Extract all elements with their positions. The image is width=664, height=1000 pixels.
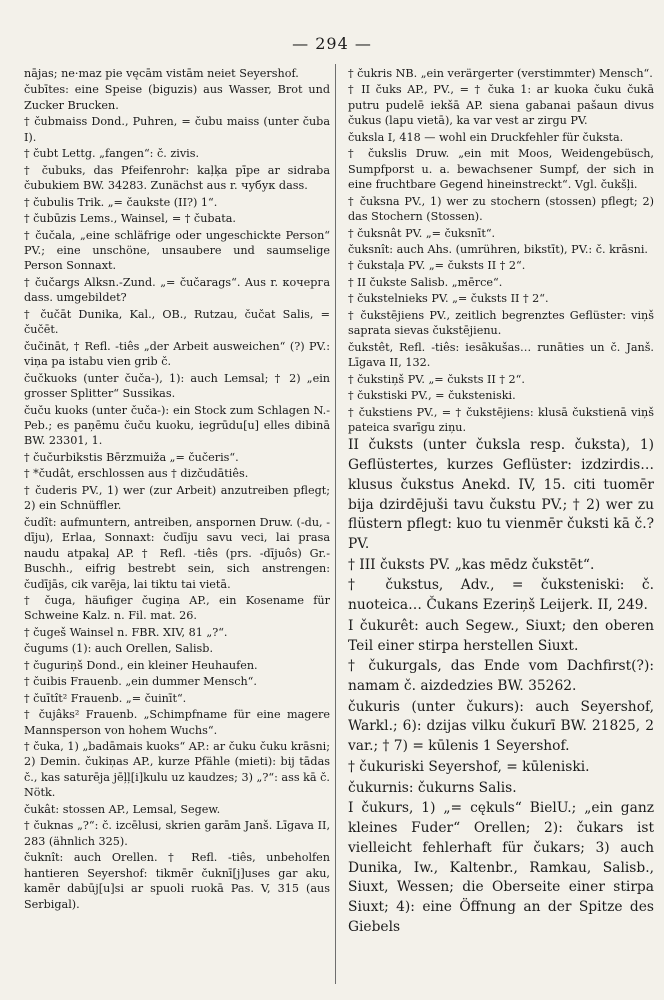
dictionary-entry: † *čudât, erschlossen aus † dizčudātiês. xyxy=(24,467,249,481)
column-divider xyxy=(335,64,336,984)
dictionary-entry: čudît: aufmuntern, antreiben, anspornen Druw. (-du, -dīju), Erlaa, Sonnaxt: čudīju savu veci, lai prasa naudu atpakaļ AP. † Refl. -tiês (prs. -dījuôs) Gr.-Buschh., eifrig bestrebt sein, sich anstrengen: čudījās, cik varēja, lai tiktu tai vietā. xyxy=(24,515,330,591)
dictionary-entry: † II čukste Salisb. „mērce“. xyxy=(348,275,503,289)
dictionary-entry: čuknît: auch Orellen. † Refl. -tiês, unbeholfen hantieren Seyershof: tikmēr čuknī[j]uses gar aku, kamēr dabūj[u]si ar spuoli ruokā Pas. V, 315 (aus Serbigal). xyxy=(24,851,330,911)
dictionary-entry: † čubuks, das Pfeifenrohr: kaļķa pīpe ar sidraba čubukiem BW. 34283. Zunächst aus r. чубук dass. xyxy=(24,163,330,193)
dictionary-entry: † čujâks² Frauenb. „Schimpfname für eine magere Mannsperson von hohem Wuchs“. xyxy=(24,708,330,737)
dictionary-entry: nājas; ne·maz pie vęcām vistām neiet Seyershof. xyxy=(24,67,299,80)
dictionary-entry: I čukurêt: auch Segew., Siuxt; den oberen Teil einer stirpa herstellen Siuxt. xyxy=(348,617,654,654)
dictionary-entry: čuksla I, 418 — wohl ein Druckfehler für čuksta. xyxy=(348,130,624,144)
dictionary-entry: čučkuoks (unter čuča-), 1): auch Lemsal; † 2) „ein grosser Splitter“ Sussikas. xyxy=(24,371,330,401)
dictionary-entry: čuksnît: auch Ahs. (umrühren, bikstīt), PV.: č. krāsni. xyxy=(348,242,648,256)
dictionary-entry: † čuibis Frauenb. „ein dummer Mensch“. xyxy=(24,675,257,689)
right-column-large-entries xyxy=(348,436,654,937)
dictionary-entry: čukuris (unter čukurs): auch Seyershof, Warkl.; 6): dzijas vilku čukurī BW. 21825, 2 var.; † 7) = kūlenis 1 Seyershof. xyxy=(348,698,654,755)
dictionary-entry: čučināt, † Refl. -tiês „der Arbeit ausweichen“ (?) PV.: viņa pa istabu vien grib č. xyxy=(24,339,330,369)
dictionary-entry: † čuguriņš Dond., ein kleiner Heuhaufen. xyxy=(24,658,258,672)
dictionary-entry: I čukurs, 1) „= cękuls“ BielU.; „ein ganz kleines Fuder“ Orellen; 2): čukars ist vielleicht fehlerhaft für čukars; 3) auch Dunika, Iw., Kaltenbr., Ramkau, Salisb., Siuxt, Wessen; die Oberseite einer stirpa Siuxt; 4): eine Öffnung an der Spitze des Giebels xyxy=(348,800,654,935)
dictionary-entry: † čubmaiss Dond., Puhren, = čubu maiss (unter čuba I). xyxy=(24,115,330,144)
dictionary-entry: † čukstaļa PV. „= čuksts II † 2“. xyxy=(348,259,526,273)
right-column xyxy=(348,66,654,938)
right-column-small-entries xyxy=(348,66,654,435)
dictionary-entry: II čuksts (unter čuksla resp. čuksta), 1) Geflüstertes, kurzes Geflüster: izdzirdis… klusus čukstus Anekd. IV, 15. citi tuomēr bija dzirdējuši tavu čukstu PV.; † 2) wer zu flüstern pflegt: kuo tu vienmēr čuksti kā č.? PV. xyxy=(348,437,654,553)
dictionary-entry: † čuksnât PV. „= čuksnīt“. xyxy=(348,226,496,240)
dictionary-entry: † čučala, „eine schläfrige oder ungeschickte Person“ PV.; eine unschöne, unsaubere und saumselige Person Sonnaxt. xyxy=(24,228,330,273)
dictionary-entry: † čukurgals, das Ende vom Dachfirst(?): namam č. aizdedzies BW. 35262. xyxy=(348,658,654,695)
left-column xyxy=(24,66,330,913)
dictionary-entry: † čučargs Alksn.-Zund. „= čučarags“. Aus r. кочерга dass. umgebildet? xyxy=(24,275,330,305)
dictionary-entry: † čukslis Druw. „ein mit Moos, Weidengebüsch, Sumpfporst u. a. bewachsener Sumpf, der sich in eine fruchtbare Gegend hineinstreckt“. Vgl. čukšļi. xyxy=(348,147,654,192)
dictionary-entry: † čukstiņš PV. „= čuksts II † 2“. xyxy=(348,372,525,386)
dictionary-entry: čukât: stossen AP., Lemsal, Segew. xyxy=(24,802,221,816)
dictionary-entry: † čuka, 1) „badāmais kuoks“ AP.: ar čuku čuku krāsni; 2) Demin. čukiņas AP., kurze Pfähle (mieti): bij tādas č., kas saturēja jēļļ[i]kulu uz kaudzes; 3) „?“: ass kā č. Nötk. xyxy=(24,740,330,800)
dictionary-entry: † čučāt Dunika, Kal., OB., Rutzau, čučat Salis, = čučēt. xyxy=(24,307,330,337)
dictionary-entry: † II čuks AP., PV., = † čuka 1: ar kuoka čuku čukā putru pudelē iekšā AP. siena gabanai pašaun divus čukus (lapu vietā), ka var vest ar zirgu PV. xyxy=(348,83,654,128)
dictionary-entry: † čukstelnieks PV. „= čuksts II † 2“. xyxy=(348,292,549,306)
dictionary-entry: čukurnis: čukurns Salis. xyxy=(348,779,517,796)
dictionary-entry: † čukstiens PV., = † čukstējiens: klusā čukstienā viņš pateica svarīgu ziņu. xyxy=(348,405,654,434)
dictionary-entry: † III čuksts PV. „kas mēdz čukstēt“. xyxy=(348,556,595,573)
dictionary-entry: † čukstus, Adv., = čuksteniski: č. nuoteica… Čukans Ezeriņš Leijerk. II, 249. xyxy=(348,577,654,614)
dictionary-entry: † čubūzis Lems., Wainsel, = † čubata. xyxy=(24,212,236,226)
dictionary-entry: čukstêt, Refl. -tiês: iesākušas… runāties un č. Janš. Līgava II, 132. xyxy=(348,340,654,370)
dictionary-entry: † čugeš Wainsel n. FBR. XIV, 81 „?“. xyxy=(24,625,228,639)
dictionary-entry: † čuksna PV., 1) wer zu stochern (stossen) pflegt; 2) das Stochern (Stossen). xyxy=(348,194,654,224)
dictionary-entry: † čuknas „?“: č. izcēlusi, skrien garām Janš. Līgava II, 283 (ähnlich 325). xyxy=(24,819,330,848)
dictionary-entry: čuču kuoks (unter čuča-): ein Stock zum Schlagen N.-Peb.; es paņēmu čuču kuoku, iegrūdu[u] elles dibinā BW. 23301, 1. xyxy=(24,403,330,448)
dictionary-entry: † čuītît² Frauenb. „= čuinīt“. xyxy=(24,691,187,705)
dictionary-entry: † čukris NB. „ein verärgerter (verstimmter) Mensch“. xyxy=(348,67,653,80)
dictionary-entry: † čuga, häufiger čugiņa AP., ein Kosename für Schweine Kalz. n. Fil. mat. 26. xyxy=(24,593,330,623)
dictionary-entry: † čukstējiens PV., zeitlich begrenztes Geflüster: viņš saprata sievas čukstējienu. xyxy=(348,308,654,338)
dictionary-entry: čubītes: eine Speise (biguzis) aus Wasser, Brot und Zucker Brucken. xyxy=(24,83,330,112)
dictionary-entry: † čučurbikstis Bērzmuiža „= čučeris“. xyxy=(24,450,239,464)
dictionary-entry: † čukstiski PV., = čuksteniski. xyxy=(348,389,516,403)
dictionary-entry: † čubt Lettg. „fangen“: č. zivis. xyxy=(24,147,200,161)
dictionary-entry: čugums (1): auch Orellen, Salisb. xyxy=(24,642,214,656)
dictionary-entry: † čubulis Trik. „= čaukste (II?) 1“. xyxy=(24,195,218,209)
dictionary-entry: † čukuriski Seyershof, = kūleniski. xyxy=(348,758,590,775)
page-number: — 294 — xyxy=(292,34,372,53)
dictionary-entry: † čuderis PV., 1) wer (zur Arbeit) anzutreiben pflegt; 2) ein Schnüffler. xyxy=(24,483,330,513)
